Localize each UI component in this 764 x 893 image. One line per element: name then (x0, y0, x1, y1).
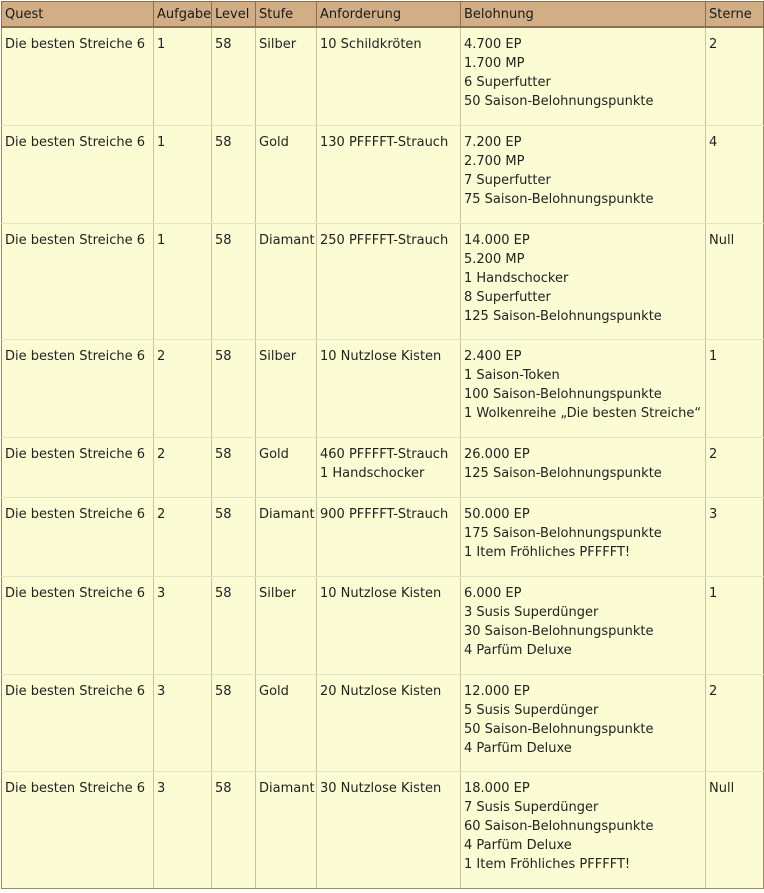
cell-belohnung (461, 223, 706, 339)
table-body (2, 27, 764, 888)
cell-anforderung (317, 125, 461, 223)
cell-level: 58 (212, 339, 256, 437)
cell-level: 58 (212, 674, 256, 771)
cell-quest: Die besten Streiche 6 (2, 223, 154, 339)
cell-belohnung (461, 339, 706, 437)
cell-anforderung (317, 497, 461, 576)
cell-stufe: Diamant (256, 497, 317, 576)
cell-sterne: 4 (706, 125, 764, 223)
cell-stufe: Silber (256, 339, 317, 437)
belohnung-line: 5 Susis Superdünger (464, 702, 599, 718)
cell-quest: Die besten Streiche 6 (2, 437, 154, 497)
anforderung-line: 10 Nutzlose Kisten (320, 348, 442, 364)
belohnung-line: 26.000 EP (464, 446, 530, 462)
header-row (2, 2, 764, 28)
anforderung-line: 30 Nutzlose Kisten (320, 780, 442, 796)
belohnung-line: 1 Item Fröhliches PFFFFT! (464, 544, 631, 560)
cell-anforderung (317, 771, 461, 888)
cell-sterne: Null (706, 771, 764, 888)
cell-stufe: Gold (256, 437, 317, 497)
header-quest: Quest (2, 2, 154, 28)
cell-belohnung (461, 497, 706, 576)
cell-belohnung (461, 125, 706, 223)
belohnung-line: 2.400 EP (464, 348, 522, 364)
anforderung-line: 900 PFFFFT-Strauch (320, 506, 449, 522)
quest-table (1, 1, 764, 889)
belohnung-line: 7.200 EP (464, 134, 522, 150)
belohnung-line: 100 Saison-Belohnungspunkte (464, 386, 662, 402)
belohnung-line: 3 Susis Superdünger (464, 604, 599, 620)
cell-sterne: 1 (706, 576, 764, 674)
cell-aufgabe: 2 (154, 497, 212, 576)
cell-anforderung (317, 576, 461, 674)
cell-belohnung (461, 674, 706, 771)
belohnung-line: 1 Saison-Token (464, 367, 560, 383)
header-sterne: Sterne (706, 2, 764, 28)
cell-level: 58 (212, 437, 256, 497)
cell-belohnung (461, 576, 706, 674)
cell-quest: Die besten Streiche 6 (2, 576, 154, 674)
cell-anforderung (317, 674, 461, 771)
cell-sterne: 2 (706, 674, 764, 771)
anforderung-line: 250 PFFFFT-Strauch (320, 232, 449, 248)
cell-stufe: Diamant (256, 771, 317, 888)
anforderung-line: 130 PFFFFT-Strauch (320, 134, 449, 150)
table-row (2, 437, 764, 497)
belohnung-line: 18.000 EP (464, 780, 530, 796)
belohnung-line: 6.000 EP (464, 585, 522, 601)
cell-sterne: 1 (706, 339, 764, 437)
belohnung-line: 4 Parfüm Deluxe (464, 642, 572, 658)
cell-level: 58 (212, 27, 256, 125)
cell-anforderung (317, 27, 461, 125)
belohnung-line: 1 Wolkenreihe „Die besten Streiche“ (464, 405, 702, 421)
header-aufgabe: Aufgabe (154, 2, 212, 28)
belohnung-line: 1.700 MP (464, 56, 525, 71)
belohnung-line: 7 Susis Superdünger (464, 799, 599, 815)
cell-sterne: Null (706, 223, 764, 339)
belohnung-line: 6 Superfutter (464, 75, 551, 90)
belohnung-line: 60 Saison-Belohnungspunkte (464, 818, 654, 834)
belohnung-line: 50.000 EP (464, 506, 530, 522)
belohnung-line: 4 Parfüm Deluxe (464, 740, 572, 756)
belohnung-line: 8 Superfutter (464, 289, 551, 305)
cell-belohnung (461, 771, 706, 888)
belohnung-line: 1 Handschocker (464, 270, 569, 286)
cell-stufe: Gold (256, 125, 317, 223)
cell-aufgabe: 2 (154, 437, 212, 497)
belohnung-line: 175 Saison-Belohnungspunkte (464, 525, 662, 541)
belohnung-line: 125 Saison-Belohnungspunkte (464, 308, 662, 324)
cell-anforderung (317, 223, 461, 339)
table-row (2, 125, 764, 223)
cell-sterne: 2 (706, 27, 764, 125)
cell-aufgabe: 3 (154, 674, 212, 771)
cell-level: 58 (212, 497, 256, 576)
belohnung-line: 4 Parfüm Deluxe (464, 837, 572, 853)
cell-level: 58 (212, 576, 256, 674)
belohnung-line: 7 Superfutter (464, 172, 551, 188)
cell-stufe: Gold (256, 674, 317, 771)
belohnung-line: 4.700 EP (464, 37, 522, 52)
cell-quest: Die besten Streiche 6 (2, 674, 154, 771)
cell-quest: Die besten Streiche 6 (2, 27, 154, 125)
belohnung-line: 125 Saison-Belohnungspunkte (464, 465, 662, 481)
cell-level: 58 (212, 771, 256, 888)
table-row (2, 674, 764, 771)
header-stufe: Stufe (256, 2, 317, 28)
anforderung-line: 20 Nutzlose Kisten (320, 683, 442, 699)
cell-quest: Die besten Streiche 6 (2, 497, 154, 576)
cell-aufgabe: 3 (154, 771, 212, 888)
cell-aufgabe: 1 (154, 223, 212, 339)
anforderung-line: 1 Handschocker (320, 465, 425, 481)
cell-anforderung (317, 339, 461, 437)
table-row (2, 27, 764, 125)
cell-sterne: 3 (706, 497, 764, 576)
cell-quest: Die besten Streiche 6 (2, 771, 154, 888)
header-level: Level (212, 2, 256, 28)
table-row (2, 339, 764, 437)
anforderung-line: 10 Nutzlose Kisten (320, 585, 442, 601)
belohnung-line: 2.700 MP (464, 153, 525, 169)
table-row (2, 497, 764, 576)
cell-aufgabe: 1 (154, 27, 212, 125)
belohnung-line: 50 Saison-Belohnungspunkte (464, 721, 654, 737)
anforderung-line: 10 Schildkröten (320, 37, 422, 52)
cell-quest: Die besten Streiche 6 (2, 125, 154, 223)
table-row (2, 771, 764, 888)
cell-aufgabe: 1 (154, 125, 212, 223)
belohnung-line: 5.200 MP (464, 251, 525, 267)
cell-anforderung (317, 437, 461, 497)
cell-stufe: Silber (256, 27, 317, 125)
belohnung-line: 12.000 EP (464, 683, 530, 699)
anforderung-line: 460 PFFFFT-Strauch (320, 446, 449, 462)
belohnung-line: 30 Saison-Belohnungspunkte (464, 623, 654, 639)
cell-level: 58 (212, 125, 256, 223)
cell-aufgabe: 3 (154, 576, 212, 674)
header-anforderung: Anforderung (317, 2, 461, 28)
cell-aufgabe: 2 (154, 339, 212, 437)
cell-stufe: Diamant (256, 223, 317, 339)
belohnung-line: 75 Saison-Belohnungspunkte (464, 191, 654, 207)
table-row (2, 576, 764, 674)
cell-belohnung (461, 27, 706, 125)
cell-sterne: 2 (706, 437, 764, 497)
cell-belohnung (461, 437, 706, 497)
belohnung-line: 50 Saison-Belohnungspunkte (464, 94, 654, 109)
cell-stufe: Silber (256, 576, 317, 674)
belohnung-line: 1 Item Fröhliches PFFFFT! (464, 856, 631, 872)
table-row (2, 223, 764, 339)
cell-quest: Die besten Streiche 6 (2, 339, 154, 437)
belohnung-line: 14.000 EP (464, 232, 530, 248)
cell-level: 58 (212, 223, 256, 339)
header-belohnung: Belohnung (461, 2, 706, 28)
